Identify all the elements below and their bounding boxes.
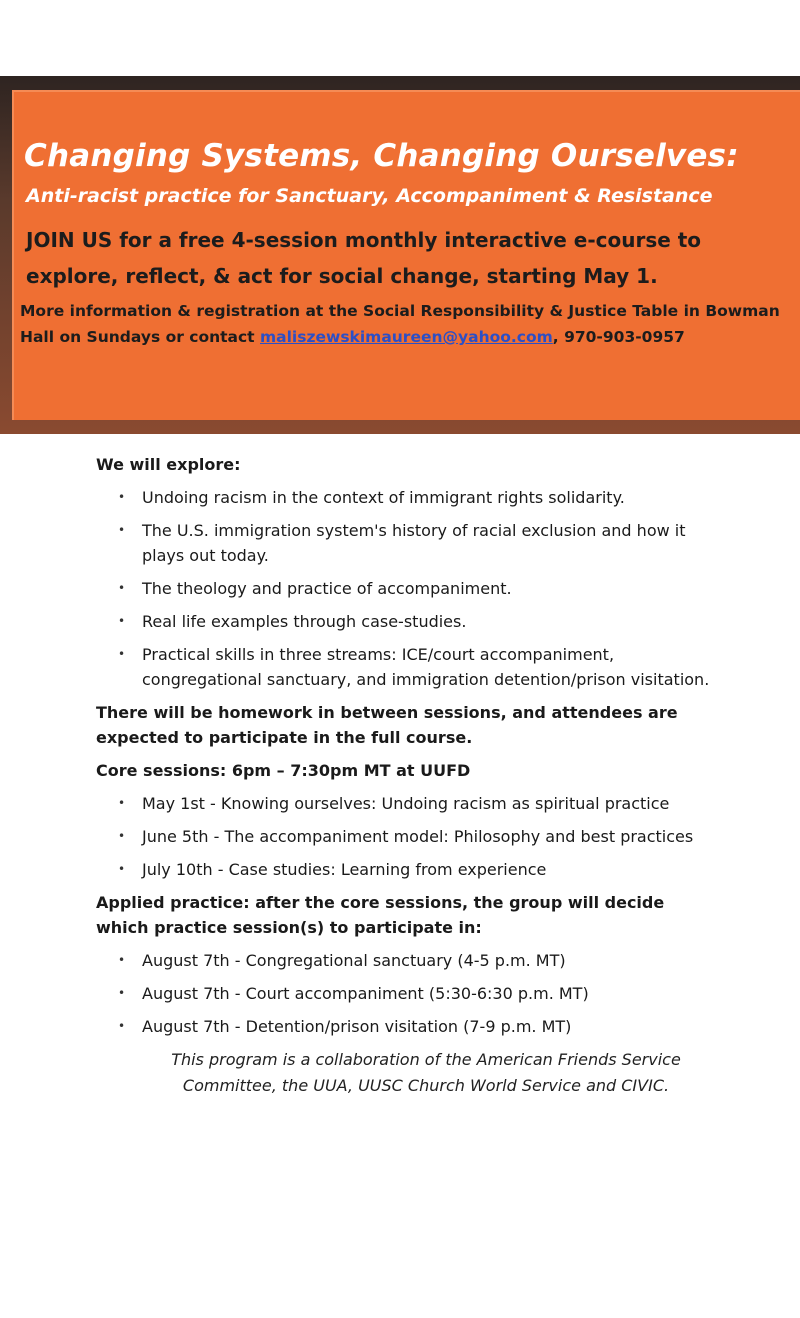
bullet-icon: • [118,647,126,661]
main-content [96,452,716,1099]
banner-subtitle: Anti-racist practice for Sanctuary, Accompaniment & Resistance [26,185,713,207]
list-item: • Practical skills in three streams: ICE/court accompaniment, congregational sanctuary, and immigration detention/prison visitation. [96,642,716,692]
event-banner [12,90,800,420]
banner-join-text [26,222,786,294]
list-item: • August 7th - Detention/prison visitation (7-9 p.m. MT) [96,1014,716,1039]
bullet-icon: • [118,1019,126,1033]
list-item: • June 5th - The accompaniment model: Philosophy and best practices [96,824,716,849]
list-item: • Undoing racism in the context of immigrant rights solidarity. [96,485,716,510]
list-item: • August 7th - Congregational sanctuary (4-5 p.m. MT) [96,948,716,973]
explore-heading: We will explore: [96,455,241,474]
bullet-icon: • [118,614,126,628]
list-item: • May 1st - Knowing ourselves: Undoing racism as spiritual practice [96,791,716,816]
banner-info [20,298,795,350]
applied-practice-list [96,948,716,1039]
bullet-icon: • [118,796,126,810]
bullet-icon: • [118,986,126,1000]
explore-list [96,485,716,692]
join-line-2: explore, reflect, & act for social change, starting May 1. [26,264,658,288]
info-prefix: More information & registration at the Social Responsibility & Justice Table in Bowman Hall on Sundays or contact [20,302,780,346]
bullet-icon: • [118,829,126,843]
bullet-icon: • [118,490,126,504]
bullet-icon: • [118,953,126,967]
bullet-icon: • [118,581,126,595]
collaboration-note: This program is a collaboration of the American Friends Service Committee, the UUA, UUSC Church World Service and CIVIC. [171,1050,681,1095]
list-item: • August 7th - Court accompaniment (5:30-6:30 p.m. MT) [96,981,716,1006]
list-item: • Real life examples through case-studies. [96,609,716,634]
contact-email-link[interactable]: maliszewskimaureen@yahoo.com [260,328,553,346]
list-item: • The U.S. immigration system's history of racial exclusion and how it plays out today. [96,518,716,568]
list-item: • The theology and practice of accompaniment. [96,576,716,601]
bullet-icon: • [118,523,126,537]
homework-note: There will be homework in between sessions, and attendees are expected to participate in the full course. [96,703,678,747]
banner-title: Changing Systems, Changing Ourselves: [24,138,739,174]
core-sessions-heading: Core sessions: 6pm – 7:30pm MT at UUFD [96,761,471,780]
bullet-icon: • [118,862,126,876]
core-sessions-list [96,791,716,882]
join-line-1: JOIN US for a free 4-session monthly interactive e-course to [26,228,702,252]
applied-practice-heading: Applied practice: after the core sessions, the group will decide which practice session(s) to participate in: [96,893,665,937]
list-item: • July 10th - Case studies: Learning from experience [96,857,716,882]
info-suffix: , 970-903-0957 [552,328,685,346]
